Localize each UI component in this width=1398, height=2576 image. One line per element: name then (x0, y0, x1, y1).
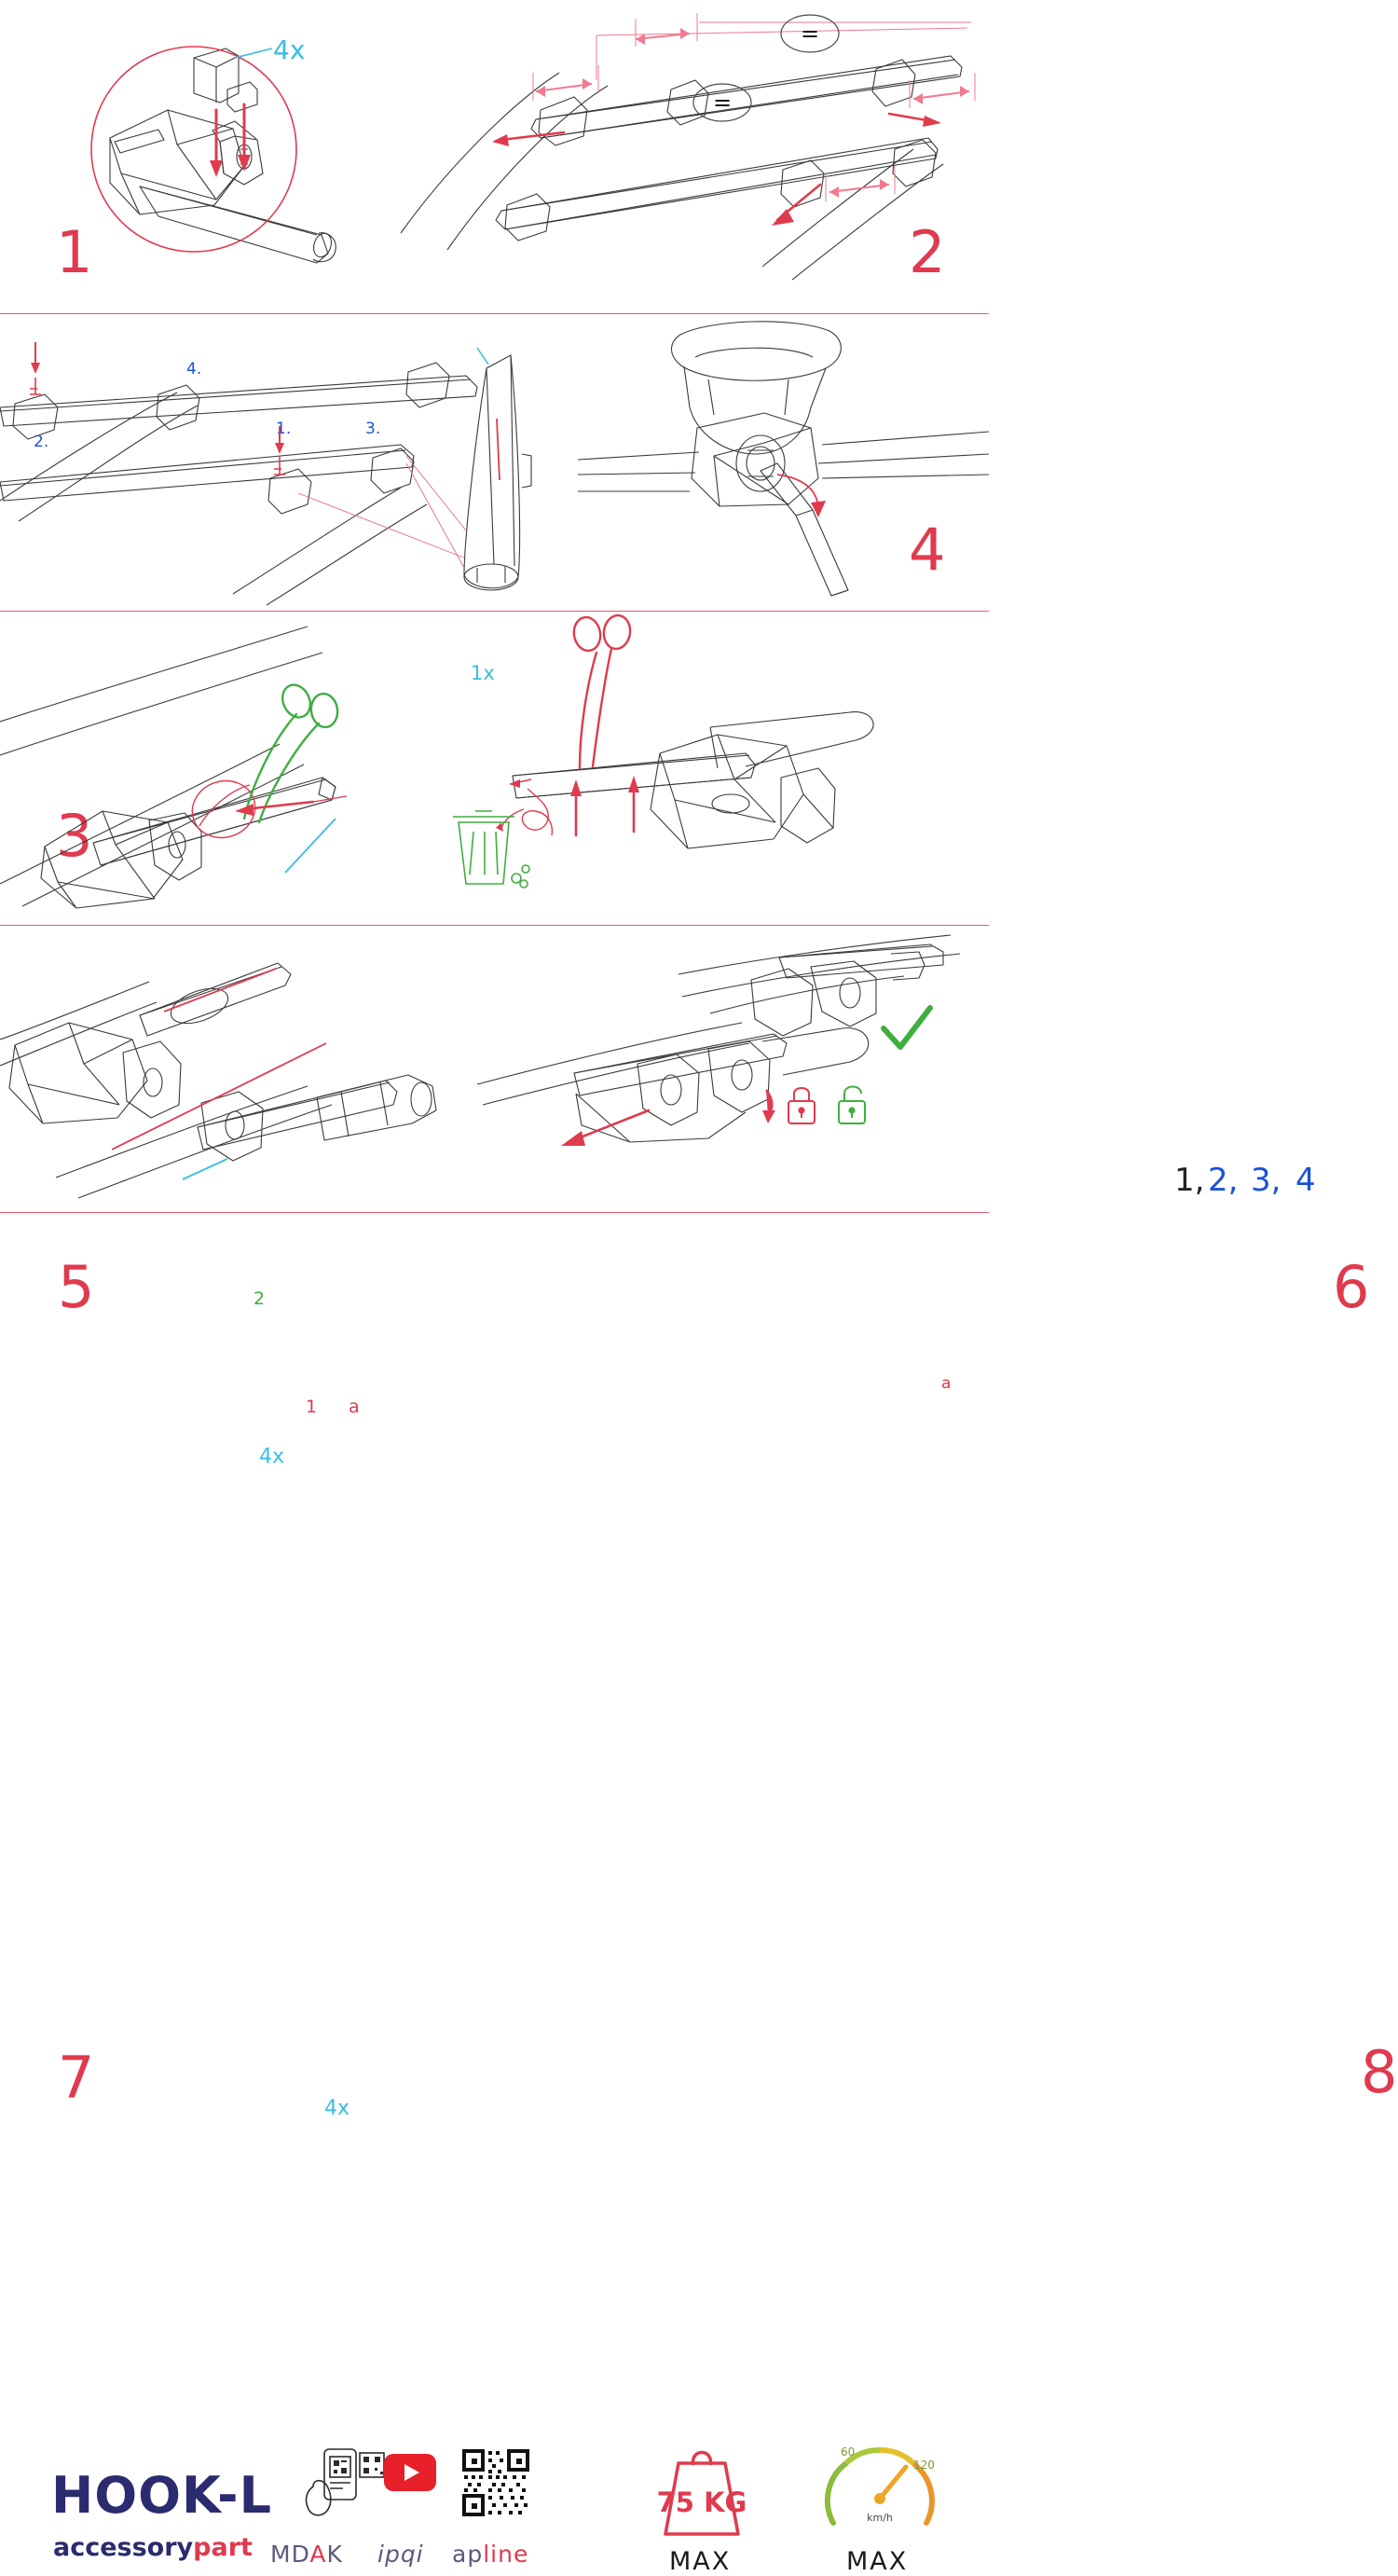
step-4-number: 4 (909, 516, 947, 584)
step-4-sequence-3: 3, (1251, 1162, 1282, 1199)
step-6-illustration (438, 612, 989, 925)
step-3-panel (0, 314, 578, 870)
step-3-illustration (0, 314, 578, 611)
youtube-icon[interactable] (384, 2454, 436, 2491)
brand-tagline-part2: part (193, 2533, 253, 2562)
step-1-number: 1 (56, 218, 94, 286)
step-7-panel (0, 926, 466, 2120)
speed-tick-high: 120 (913, 2459, 935, 2472)
step-7-number: 7 (58, 2044, 96, 2112)
weight-value: 75 KG (656, 2486, 747, 2518)
svg-text:4.: 4. (186, 360, 202, 379)
step-7-quantity-label: 4x (324, 2097, 350, 2120)
step-2-number: 2 (909, 218, 947, 286)
step-6-panel (438, 612, 1371, 1393)
step-5-illustration (0, 612, 438, 925)
step-2-panel (391, 0, 989, 313)
qr-code-icon (460, 2447, 531, 2518)
svg-text:2.: 2. (34, 433, 49, 451)
weight-icon (641, 2445, 762, 2538)
partner-logo-ipqi: ipqi (377, 2541, 424, 2568)
step-1-panel (0, 0, 391, 313)
brand-tagline-part1: accessory (53, 2533, 194, 2562)
step-4-sequence-1: 1, (1174, 1162, 1205, 1199)
step-3-number: 3 (56, 802, 94, 870)
step-4-panel (578, 314, 1316, 1199)
qr-scan-phone-icon (302, 2447, 391, 2528)
weight-max-caption: MAX (669, 2547, 732, 2576)
step-5-number: 5 (58, 1253, 96, 1321)
step-2-illustration (391, 0, 989, 313)
svg-text:=: = (712, 90, 733, 116)
step-6-part-marker-a: a (941, 1374, 952, 1393)
speedometer-icon (820, 2441, 939, 2540)
step-8-number: 8 (1361, 2038, 1398, 2106)
correct-check-icon (884, 1008, 930, 1047)
speed-unit: km/h (867, 2512, 893, 2524)
step-8-panel (466, 926, 1398, 2106)
brand-tagline (53, 2533, 253, 2562)
partner-logo-mdak: MDAK (270, 2541, 343, 2568)
step-4-sequence-2: 2, (1208, 1162, 1239, 1199)
product-title: HOOK-L (51, 2466, 272, 2525)
step-5-quantity-label: 4x (259, 1445, 285, 1468)
step-4-sequence-4: 4 (1295, 1162, 1316, 1199)
partner-logo-apline: apline (452, 2541, 529, 2568)
step-8-illustration (466, 926, 989, 1212)
step-1-quantity-label: 4x (273, 34, 306, 65)
step-5-part-marker-a: a (349, 1397, 360, 1417)
step-7-illustration (0, 926, 466, 1212)
svg-text:1.: 1. (276, 420, 292, 438)
step-6-number: 6 (1333, 1253, 1371, 1321)
speed-max-caption: MAX (846, 2547, 909, 2576)
step-5-order-2: 2 (254, 1288, 266, 1309)
svg-text:3.: 3. (365, 420, 381, 438)
speed-tick-low: 60 (841, 2445, 856, 2459)
svg-text:=: = (800, 21, 820, 47)
step-5-panel (0, 612, 438, 1468)
step-5-order-1: 1 (306, 1397, 318, 1417)
step-3-quantity-label: 1x (471, 662, 495, 684)
